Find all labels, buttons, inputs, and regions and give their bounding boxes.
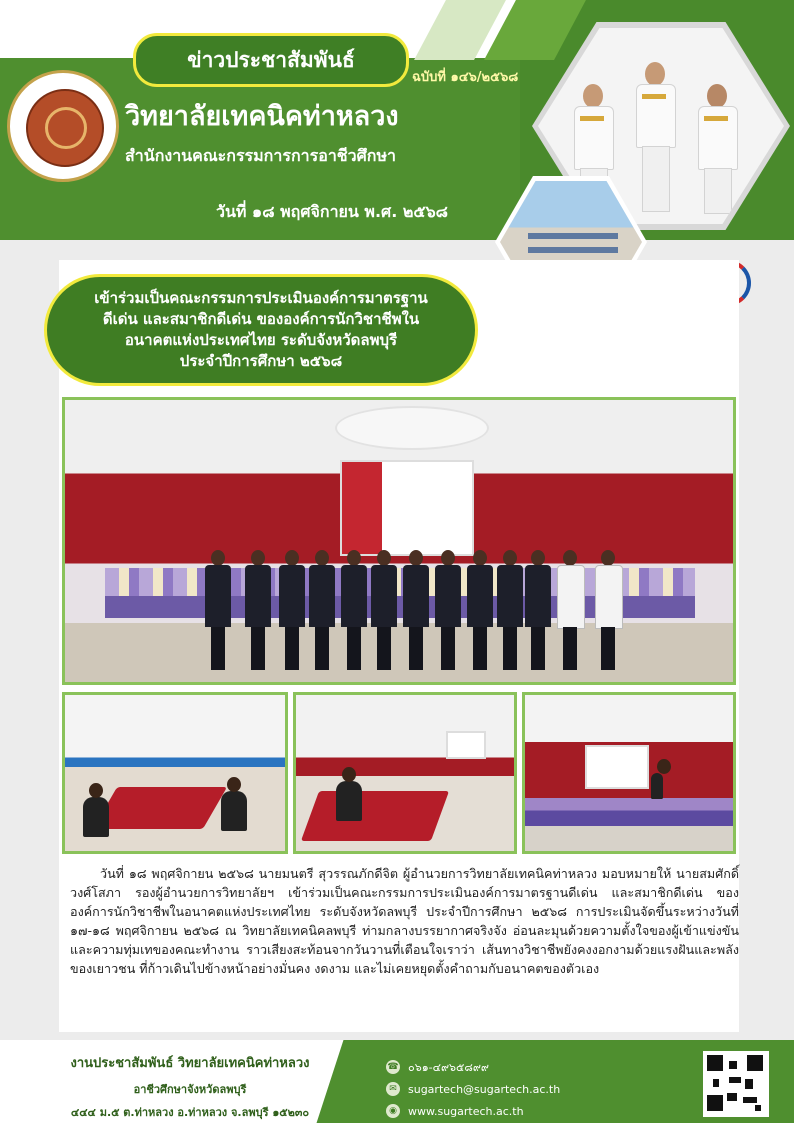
phone-text: ๐๖๑-๔๙๖๕๘๙๙ bbox=[408, 1061, 489, 1074]
judging-photo-1 bbox=[62, 692, 288, 854]
person-figure bbox=[696, 84, 738, 212]
group-person bbox=[279, 550, 305, 670]
group-person bbox=[497, 550, 523, 670]
article-body: วันที่ ๑๘ พฤศจิกายน ๒๕๖๘ นายมนตรี สุวรรณภักดีจิต ผู้อำนวยการวิทยาลัยเทคนิคท่าหลวง มอบหมายให้ นายสมศักดิ์ วงศ์โสภา รองผู้อำนวยการวิทยาลัยฯ เข้าร่วมเป็นคณะกรรมการประเมินองค์การมาตรฐานดีเด่น และสมาชิกดีเด่น ขององค์การนักวิชาชีพในอนาคตแห่งประเทศไทย ระดับจังหวัดลพบุรี ประจำปีการศึกษา ๒๕๖๘ การประเมินจัดขึ้นระหว่างวันที่ ๑๗-๑๘ พฤศจิกายน ๒๕๖๘ ณ วิทยาลัยเทคนิคลพบุรี ท่ามกลางบรรยากาศจริงจัง อ่อนละมุนด้วยความตั้งใจของผู้เข้าแข่งขัน และความทุ่มเทของคณะทำงาน ราวเสียงสะท้อนจากวันวานที่เตือนใจเราว่า เส้นทางวิชาชีพยังคงงอกงามด้วยแรงฝันและพลังของเยาวชน ที่ก้าวเดินไปข้างหน้าอย่างมั่นคง งดงาม และไม่เคยหยุดตั้งคำถามกับอนาคตของตัวเอง bbox=[70, 866, 739, 976]
office-name: สำนักงานคณะกรรมการการอาชีวศึกษา bbox=[125, 146, 397, 165]
projection-screen bbox=[340, 460, 474, 556]
issue-number: ฉบับที่ ๑๔๖/๒๕๖๘ bbox=[412, 70, 519, 85]
group-person bbox=[595, 550, 621, 670]
footer-org: งานประชาสัมพันธ์ วิทยาลัยเทคนิคท่าหลวง bbox=[70, 1056, 310, 1071]
group-person bbox=[403, 550, 429, 670]
pr-badge: ข่าวประชาสัมพันธ์ bbox=[133, 33, 409, 87]
person-figure bbox=[634, 62, 676, 212]
group-person bbox=[371, 550, 397, 670]
group-person bbox=[557, 550, 583, 670]
judging-photo-2 bbox=[293, 692, 517, 854]
email-text[interactable]: sugartech@sugartech.ac.th bbox=[408, 1082, 561, 1096]
website-text[interactable]: www.sugartech.ac.th bbox=[408, 1104, 524, 1118]
headline bbox=[44, 274, 478, 386]
college-logo bbox=[7, 70, 119, 182]
judging-photo-3 bbox=[522, 692, 736, 854]
group-person bbox=[341, 550, 367, 670]
group-person bbox=[467, 550, 493, 670]
headline-line: อนาคตแห่งประเทศไทย ระดับจังหวัดลพบุรี bbox=[124, 331, 398, 349]
group-person bbox=[435, 550, 461, 670]
group-person bbox=[205, 550, 231, 670]
footer-address: ๔๔๔ ม.๕ ต.ท่าหลวง อ.ท่าหลวง จ.ลพบุรี ๑๕๒๓๐ bbox=[70, 1106, 310, 1119]
logo-emblem bbox=[26, 89, 104, 167]
footer-website[interactable] bbox=[386, 1104, 524, 1118]
mail-icon: ✉ bbox=[386, 1082, 400, 1096]
group-person bbox=[309, 550, 335, 670]
footer-phone bbox=[386, 1058, 489, 1076]
headline-line: เข้าร่วมเป็นคณะกรรมการประเมินองค์การมาตรฐาน bbox=[94, 289, 428, 307]
footer-province: อาชีวศึกษาจังหวัดลพบุรี bbox=[133, 1083, 247, 1096]
college-name: วิทยาลัยเทคนิคท่าหลวง bbox=[125, 101, 399, 132]
news-date: วันที่ ๑๘ พฤศจิกายน พ.ศ. ๒๕๖๘ bbox=[216, 202, 449, 221]
group-person bbox=[525, 550, 551, 670]
phone-icon: ☎ bbox=[387, 1062, 399, 1072]
footer-email[interactable] bbox=[386, 1082, 560, 1096]
headline-line: ดีเด่น และสมาชิกดีเด่น ขององค์การนักวิชาชีพใน bbox=[102, 310, 420, 328]
qr-code bbox=[703, 1051, 769, 1117]
ceiling-light bbox=[335, 406, 489, 450]
group-person bbox=[245, 550, 271, 670]
group-photo bbox=[62, 397, 736, 685]
globe-icon: ◉ bbox=[386, 1104, 400, 1118]
headline-line: ประจำปีการศึกษา ๒๕๖๘ bbox=[179, 352, 343, 370]
